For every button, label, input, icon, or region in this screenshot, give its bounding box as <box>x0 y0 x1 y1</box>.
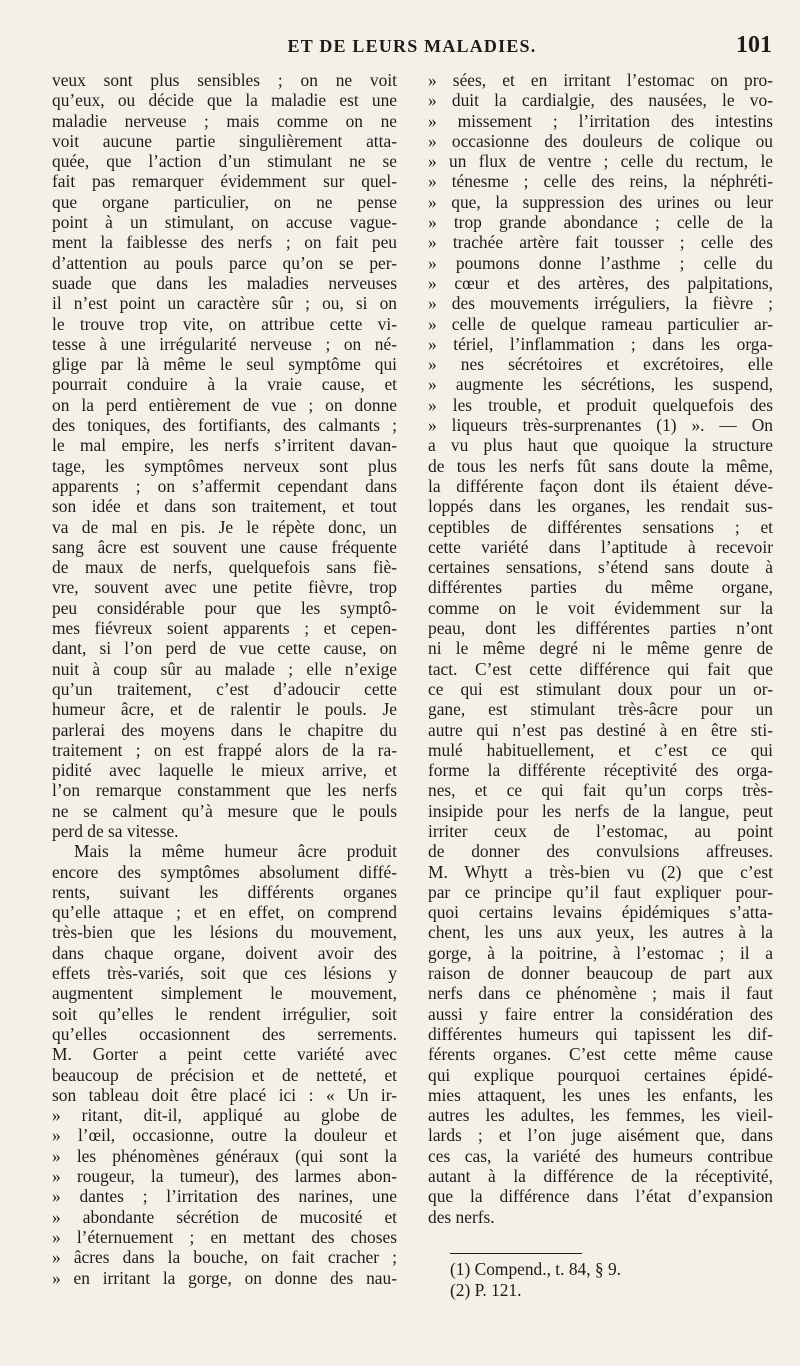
text-line: tage, les symptômes nerveux sont plus <box>52 455 397 476</box>
text-line: des toniques, des fortifiants, des calmants ; <box>52 415 397 436</box>
text-line: mulé habituellement, et c’est ce qui <box>428 739 773 760</box>
text-line: parlerai des moyens dans le chapitre du <box>52 719 397 740</box>
text-line: » poumons donne l’asthme ; celle du <box>428 252 773 273</box>
footnote-rule <box>450 1253 582 1254</box>
text-line: de tous les nerfs fût sans doute la même, <box>428 455 773 476</box>
text-line: perd de sa vitesse. <box>52 820 179 841</box>
text-line: qu’elles occasionnent des serrements. <box>52 1023 397 1044</box>
text-line: pourrait conduire à la vraie cause, et <box>52 374 397 395</box>
text-line: peu considérable pour que les symptô- <box>52 597 397 618</box>
text-line: tact. C’est cette différence qui fait que <box>428 658 773 679</box>
running-title: ET DE LEURS MALADIES. <box>287 36 537 56</box>
text-line: » duit la cardialgie, des nausées, le vo- <box>428 90 773 111</box>
text-line: l’on remarque constamment que les nerfs <box>52 780 397 801</box>
text-line: son idée et dans son traitement, et tout <box>52 496 397 517</box>
text-line: quée, que l’action d’un stimulant ne se <box>52 151 397 172</box>
text-line: gorge, à la poitrine, à l’estomac ; il a <box>428 942 773 963</box>
text-line: forme la différente réceptivité des orga- <box>428 760 773 781</box>
text-line: » cœur et des artères, des palpitations, <box>428 272 773 293</box>
text-line: de maux de nerfs, quelquefois sans fiè- <box>52 557 397 578</box>
text-line: » trachée artère fait tousser ; celle des <box>428 232 773 253</box>
text-line: veux sont plus sensibles ; on ne voit <box>52 70 397 90</box>
footnotes <box>428 1253 773 1301</box>
text-line: mies attaquent, les unes les enfants, les <box>428 1084 773 1105</box>
text-line: ce qui est stimulant doux pour un or- <box>428 678 773 699</box>
text-line: férents organes. C’est cette même cause <box>428 1044 773 1065</box>
text-line: voit aucune partie singulièrement atta- <box>52 130 397 151</box>
text-line: d’attention au pouls parce qu’on se per- <box>52 252 397 273</box>
text-line: que la différence dans l’état d’expansion <box>428 1186 773 1207</box>
text-line: des nerfs. <box>428 1206 495 1227</box>
footnote: (1) Compend., t. 84, § 9. <box>450 1258 621 1279</box>
text-line: très-bien que les lésions du mouvement, <box>52 922 397 943</box>
text-line: loppés dans les organes, les rendait sus- <box>428 496 773 517</box>
text-line: beaucoup de précision et de netteté, et <box>52 1064 397 1085</box>
text-line: qu’eux, ou décide que la maladie est une <box>52 90 397 111</box>
text-line: » les phénomènes généraux (qui sont la <box>52 1145 397 1166</box>
text-line: » dantes ; l’irritation des narines, une <box>52 1186 397 1207</box>
text-line: » un flux de ventre ; celle du rectum, le <box>428 151 773 172</box>
text-line: » des mouvements irréguliers, la fièvre ; <box>428 293 773 314</box>
text-line: » occasionne des douleurs de colique ou <box>428 130 773 151</box>
text-line: autre qui n’est pas destiné à en être sti- <box>428 719 773 740</box>
text-line: encore des symptômes absolument diffé- <box>52 861 397 882</box>
text-line: rents, suivant les différents organes <box>52 881 397 902</box>
right-text-column <box>428 70 773 1301</box>
text-line: ne se calment qu’à mesure que le pouls <box>52 800 397 821</box>
text-line: autres les adultes, les femmes, les vieil- <box>428 1105 773 1126</box>
text-line: nes, et ce qui fait qu’un corps très- <box>428 780 773 801</box>
text-line: autant à la différence de la réceptivité, <box>428 1166 773 1187</box>
page-number: 101 <box>736 32 772 58</box>
text-line: lards ; et l’on juge aisément que, dans <box>428 1125 773 1146</box>
page-header <box>52 30 772 64</box>
text-line: ni le même degré ni le même genre de <box>428 638 773 659</box>
text-line: effets très-variés, soit que ces lésions y <box>52 963 397 984</box>
text-line: » âcres dans la bouche, on fait cracher ; <box>52 1247 397 1268</box>
text-line: ment la faiblesse des nerfs ; on fait peu <box>52 232 397 253</box>
text-line: » sées, et en irritant l’estomac on pro- <box>428 70 773 90</box>
text-line: raison de donner beaucoup de part aux <box>428 963 773 984</box>
text-line: nuit à coup sûr au malade ; elle n’exige <box>52 658 397 679</box>
text-line: cette variété dans l’aptitude à recevoir <box>428 536 773 557</box>
left-text-column <box>52 70 397 1288</box>
text-line: Mais la même humeur âcre produit <box>74 841 397 862</box>
text-line: » missement ; l’irritation des intestins <box>428 110 773 131</box>
text-line: qu’un traitement, c’est d’adoucir cette <box>52 678 397 699</box>
text-line: vre, souvent avec une petite fièvre, trop <box>52 577 397 598</box>
text-line: qui explique pourquoi certaines épidé- <box>428 1064 773 1085</box>
text-line: » en irritant la gorge, on donne des nau- <box>52 1267 397 1288</box>
text-line: augmentent simplement le mouvement, <box>52 983 397 1004</box>
text-line: chent, les uns aux yeux, les autres à la <box>428 922 773 943</box>
text-line: dant, si l’on perd de vue cette cause, on <box>52 638 397 659</box>
text-line: peau, dont les différentes parties n’ont <box>428 618 773 639</box>
text-line: » les trouble, et produit quelquefois des <box>428 394 773 415</box>
text-line: aussi y faire entrer la considération des <box>428 1003 773 1024</box>
text-line: il n’est point un caractère sûr ; ou, si on <box>52 293 397 314</box>
text-line: » celle de quelque rameau particulier ar- <box>428 313 773 334</box>
text-line: son tableau doit être placé ici : « Un ir- <box>52 1084 397 1105</box>
text-line: soit qu’elles le rendent irrégulier, soit <box>52 1003 397 1024</box>
text-line: » trop grande abondance ; celle de la <box>428 212 773 233</box>
text-line: » liqueurs très-surprenantes (1) ». — On <box>428 415 773 436</box>
text-line: » que, la suppression des urines ou leur <box>428 191 773 212</box>
text-line: insipide pour les nerfs de la langue, peut <box>428 800 773 821</box>
text-line: » ténesme ; celle des reins, la néphréti- <box>428 171 773 192</box>
text-line: gane, est stimulant très-âcre pour un <box>428 699 773 720</box>
footnote: (2) P. 121. <box>450 1279 522 1300</box>
text-line: va de mal en pis. Je le répète donc, un <box>52 516 397 537</box>
text-line: par ce principe qu’il faut expliquer pour- <box>428 881 773 902</box>
text-line: certaines sensations, s’étend sans doute à <box>428 557 773 578</box>
text-line: différentes humeurs qui tapissent les dif- <box>428 1023 773 1044</box>
text-line: ceptibles de différentes sensations ; et <box>428 516 773 537</box>
text-line: » augmente les sécrétions, les suspend, <box>428 374 773 395</box>
text-line: » l’œil, occasionne, outre la douleur et <box>52 1125 397 1146</box>
text-line: point à un stimulant, on accuse vague- <box>52 212 397 233</box>
text-line: le trouve trop vite, on attribue cette vi- <box>52 313 397 334</box>
text-line: glige par là même le seul symptôme qui <box>52 354 397 375</box>
text-line: on la perd entièrement de vue ; on donne <box>52 394 397 415</box>
text-line: le mal empire, les nerfs s’irritent davan- <box>52 435 397 456</box>
text-line: traitement ; on est frappé alors de la ra- <box>52 739 397 760</box>
text-line: » abondante sécrétion de mucosité et <box>52 1206 397 1227</box>
text-line: mes fiévreux soient apparents ; et cepen- <box>52 618 397 639</box>
text-line: nerfs dans ce phénomène ; mais il faut <box>428 983 773 1004</box>
text-line: quoi certains levains épidémiques s’atta- <box>428 902 773 923</box>
text-line: la différente façon dont ils étaient déve- <box>428 475 773 496</box>
text-line: suade que dans les maladies nerveuses <box>52 272 397 293</box>
text-line: de donner des convulsions affreuses. <box>428 841 773 862</box>
text-line: M. Whytt a très-bien vu (2) que c’est <box>428 861 773 882</box>
text-line: a vu plus haut que quoique la structure <box>428 435 773 456</box>
text-line: irriter ceux de l’estomac, au point <box>428 820 773 841</box>
text-line: pidité avec laquelle le mieux arrive, et <box>52 760 397 781</box>
text-line: ces cas, la variété des humeurs contribue <box>428 1145 773 1166</box>
text-line: » nes sécrétoires et excrétoires, elle <box>428 354 773 375</box>
text-line: apparents ; on s’affermit cependant dans <box>52 475 397 496</box>
text-line: qu’elle attaque ; et en effet, on comprend <box>52 902 397 923</box>
text-line: comme on le voit évidemment sur la <box>428 597 773 618</box>
text-line: maladie nerveuse ; mais comme on ne <box>52 110 397 131</box>
text-line: » l’éternuement ; en mettant des choses <box>52 1226 397 1247</box>
text-line: différentes parties du même organe, <box>428 577 773 598</box>
text-line: humeur âcre, et de ralentir le pouls. Je <box>52 699 397 720</box>
text-line: » tériel, l’inflammation ; dans les orga- <box>428 333 773 354</box>
text-line: que organe particulier, on ne pense <box>52 191 397 212</box>
right-column-lines <box>428 70 773 1227</box>
text-line: dans chaque organe, doivent avoir des <box>52 942 397 963</box>
text-line: fait pas remarquer évidemment sur quel- <box>52 171 397 192</box>
text-line: sang âcre est souvent une cause fréquente <box>52 536 397 557</box>
text-line: » ritant, dit-il, appliqué au globe de <box>52 1105 397 1126</box>
text-line: M. Gorter a peint cette variété avec <box>52 1044 397 1065</box>
text-line: tesse à une irrégularité nerveuse ; on né- <box>52 333 397 354</box>
text-line: » rougeur, la tumeur), des larmes abon- <box>52 1166 397 1187</box>
